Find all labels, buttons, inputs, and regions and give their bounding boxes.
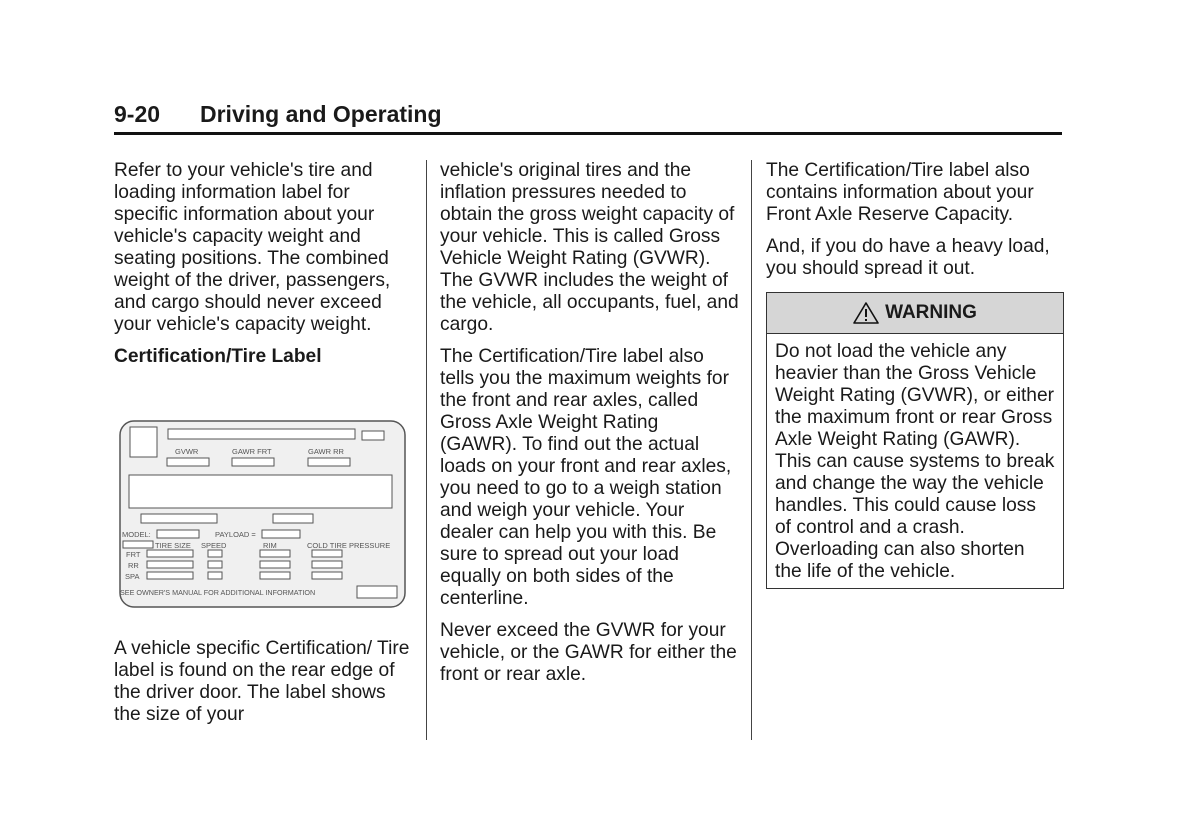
column-divider xyxy=(426,160,427,740)
label-payload: PAYLOAD = xyxy=(215,530,256,539)
label-tire-size: TIRE SIZE xyxy=(155,541,191,550)
paragraph: Never exceed the GVWR for your vehicle, or the GAWR for either the front or rear axle. xyxy=(440,620,737,685)
label-cold-tire-pressure: COLD TIRE PRESSURE xyxy=(307,541,391,550)
warning-title: WARNING xyxy=(885,302,977,323)
subheading: Certification/Tire Label xyxy=(114,346,322,367)
page-number: 9-20 xyxy=(114,101,161,127)
warning-header xyxy=(767,293,1063,334)
column-divider xyxy=(751,160,752,740)
page-header xyxy=(114,100,1062,135)
section-title: Driving and Operating xyxy=(200,101,442,127)
label-frt: FRT xyxy=(126,550,141,559)
label-footer: SEE OWNER'S MANUAL FOR ADDITIONAL INFORMATION xyxy=(120,588,316,597)
label-gvwr: GVWR xyxy=(175,447,199,456)
label-model: MODEL: xyxy=(122,530,151,539)
label-gawr-frt: GAWR FRT xyxy=(232,447,272,456)
label-rr: RR xyxy=(128,561,139,570)
warning-triangle-icon xyxy=(853,302,879,324)
paragraph: A vehicle specific Certification/ Tire label is found on the rear edge of the driver door. The label shows the size of your xyxy=(114,638,410,725)
certification-tire-label-illustration xyxy=(119,420,406,608)
column-right xyxy=(766,160,1062,290)
label-rim: RIM xyxy=(263,541,277,550)
paragraph: vehicle's original tires and the inflation pressures needed to obtain the gross weight capacity of your vehicle. This is called Gross Vehicle Weight Rating (GVWR). The GVWR includes the weight of the vehicle, all occupants, fuel, and cargo. xyxy=(440,160,739,335)
label-speed: SPEED xyxy=(201,541,227,550)
column-middle xyxy=(440,160,740,696)
paragraph: The Certification/Tire label also contains information about your Front Axle Reserve Capacity. xyxy=(766,160,1034,225)
warning-box xyxy=(766,292,1064,589)
paragraph: The Certification/Tire label also tells you the maximum weights for the front and rear axles, called Gross Axle Weight Rating (GAWR). To find out the actual loads on your front and rear axles, you need to go to a weigh station and weigh your vehicle. Your dealer can help you with this. Be sure to spread out your load equally on both sides of the centerline. xyxy=(440,346,732,609)
paragraph: And, if you do have a heavy load, you should spread it out. xyxy=(766,236,1050,279)
warning-text: Do not load the vehicle any heavier than the Gross Vehicle Weight Rating (GVWR), or either the maximum front or rear Gross Axle Weight Rating (GAWR). This can cause systems to break and change the way the vehicle handles. This could cause loss of control and a crash. Overloading can also shorten the life of the vehicle. xyxy=(775,341,1055,582)
label-spa: SPA xyxy=(125,572,140,581)
label-gawr-rr: GAWR RR xyxy=(308,447,344,456)
paragraph: Refer to your vehicle's tire and loading information label for specific information about your vehicle's capacity weight and seating positions. The combined weight of the driver, passengers, and cargo should never exceed your vehicle's capacity weight. xyxy=(114,160,391,335)
